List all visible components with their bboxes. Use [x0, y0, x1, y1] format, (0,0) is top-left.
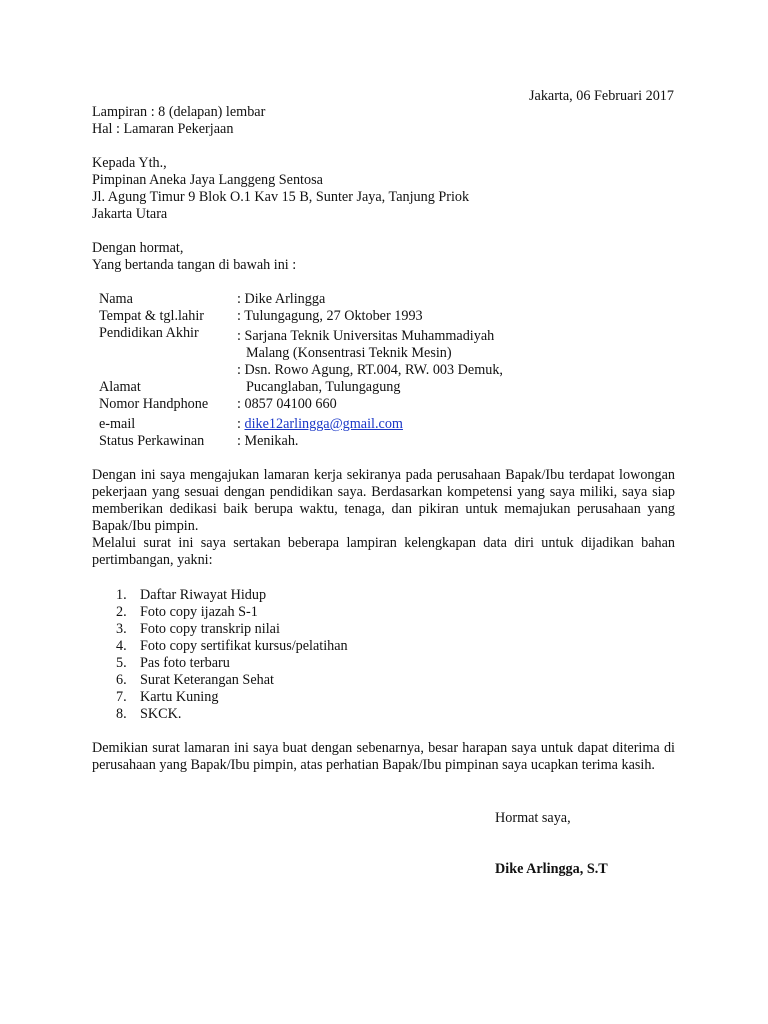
label-ttl: Tempat & tgl.lahir	[99, 308, 204, 324]
list-text: Foto copy ijazah S-1	[140, 604, 258, 620]
recipient-block	[92, 155, 469, 223]
list-item	[116, 655, 230, 672]
list-number: 3.	[116, 621, 127, 637]
list-number: 5.	[116, 655, 127, 671]
value-alamat-1: : Dsn. Rowo Agung, RT.004, RW. 003 Demuk,	[237, 362, 503, 378]
closing-paragraph: Demikian surat lamaran ini saya buat dengan sebenarnya, besar harapan saya untuk dapat diterima di perusahaan yang Bapak/Ibu pimpin, atas perhatian Bapak/Ibu pimpinan saya ucapkan terima kasih.	[92, 740, 675, 773]
list-number: 7.	[116, 689, 127, 705]
list-text: SKCK.	[140, 706, 182, 722]
label-nama: Nama	[99, 291, 133, 307]
closing-greeting: Hormat saya,	[495, 810, 571, 826]
list-item	[116, 621, 280, 638]
intro-line: Yang bertanda tangan di bawah ini :	[92, 257, 297, 273]
value-pendidikan-1: : Sarjana Teknik Universitas Muhammadiyah	[237, 328, 495, 344]
label-status: Status Perkawinan	[99, 433, 205, 449]
value-ttl: : Tulungagung, 27 Oktober 1993	[237, 308, 423, 324]
list-number: 1.	[116, 587, 127, 603]
recipient-greeting: Kepada Yth.,	[92, 155, 167, 171]
list-item	[116, 706, 181, 723]
list-text: Daftar Riwayat Hidup	[140, 587, 267, 603]
letter-header	[92, 104, 265, 138]
value-nama: : Dike Arlingga	[237, 291, 326, 307]
list-text: Kartu Kuning	[140, 689, 219, 705]
list-item	[116, 604, 258, 621]
hal-line: Hal : Lamaran Pekerjaan	[92, 121, 234, 137]
body-paragraph-1: Dengan ini saya mengajukan lamaran kerja sekiranya pada perusahaan Bapak/Ibu terdapat lowongan pekerjaan yang sesuai dengan pendidikan saya. Berdasarkan kompetensi yang saya miliki, saya siap memberikan dedikasi baik berupa waktu, tenaga, dan pikiran untuk memajukan perusahaan yang Bapak/Ibu pimpin.	[92, 467, 675, 534]
value-hp: : 0857 04100 660	[237, 396, 337, 412]
salutation: Dengan hormat,	[92, 240, 184, 256]
label-alamat: Alamat	[99, 379, 141, 395]
recipient-address-1: Jl. Agung Timur 9 Blok O.1 Kav 15 B, Sunter Jaya, Tanjung Priok	[92, 189, 470, 205]
list-number: 4.	[116, 638, 127, 654]
value-email-row	[237, 416, 403, 433]
list-number: 2.	[116, 604, 127, 620]
list-item	[116, 689, 218, 706]
list-item	[116, 638, 348, 655]
list-item	[116, 672, 274, 689]
list-text: Foto copy transkrip nilai	[140, 621, 280, 637]
list-item	[116, 587, 266, 604]
label-pendidikan: Pendidikan Akhir	[99, 325, 199, 341]
list-text: Surat Keterangan Sehat	[140, 672, 274, 688]
value-pendidikan-2: Malang (Konsentrasi Teknik Mesin)	[246, 345, 452, 361]
list-number: 8.	[116, 706, 127, 722]
opening-block	[92, 240, 296, 274]
recipient-name: Pimpinan Aneka Jaya Langgeng Sentosa	[92, 172, 323, 188]
body-paragraph-2: Melalui surat ini saya sertakan beberapa lampiran kelengkapan data diri untuk dijadikan bahan pertimbangan, yakni:	[92, 535, 675, 568]
list-number: 6.	[116, 672, 127, 688]
signature-name: Dike Arlingga, S.T	[495, 861, 608, 877]
lampiran-line: Lampiran : 8 (delapan) lembar	[92, 104, 266, 120]
list-text: Pas foto terbaru	[140, 655, 230, 671]
label-hp: Nomor Handphone	[99, 396, 209, 412]
email-link[interactable]: dike12arlingga@gmail.com	[244, 416, 403, 432]
list-text: Foto copy sertifikat kursus/pelatihan	[140, 638, 348, 654]
email-colon: :	[237, 416, 241, 432]
letter-date: Jakarta, 06 Februari 2017	[529, 88, 674, 104]
value-status: : Menikah.	[237, 433, 299, 449]
label-email: e-mail	[99, 416, 136, 432]
recipient-address-2: Jakarta Utara	[92, 206, 168, 222]
value-alamat-2: Pucanglaban, Tulungagung	[246, 379, 401, 395]
